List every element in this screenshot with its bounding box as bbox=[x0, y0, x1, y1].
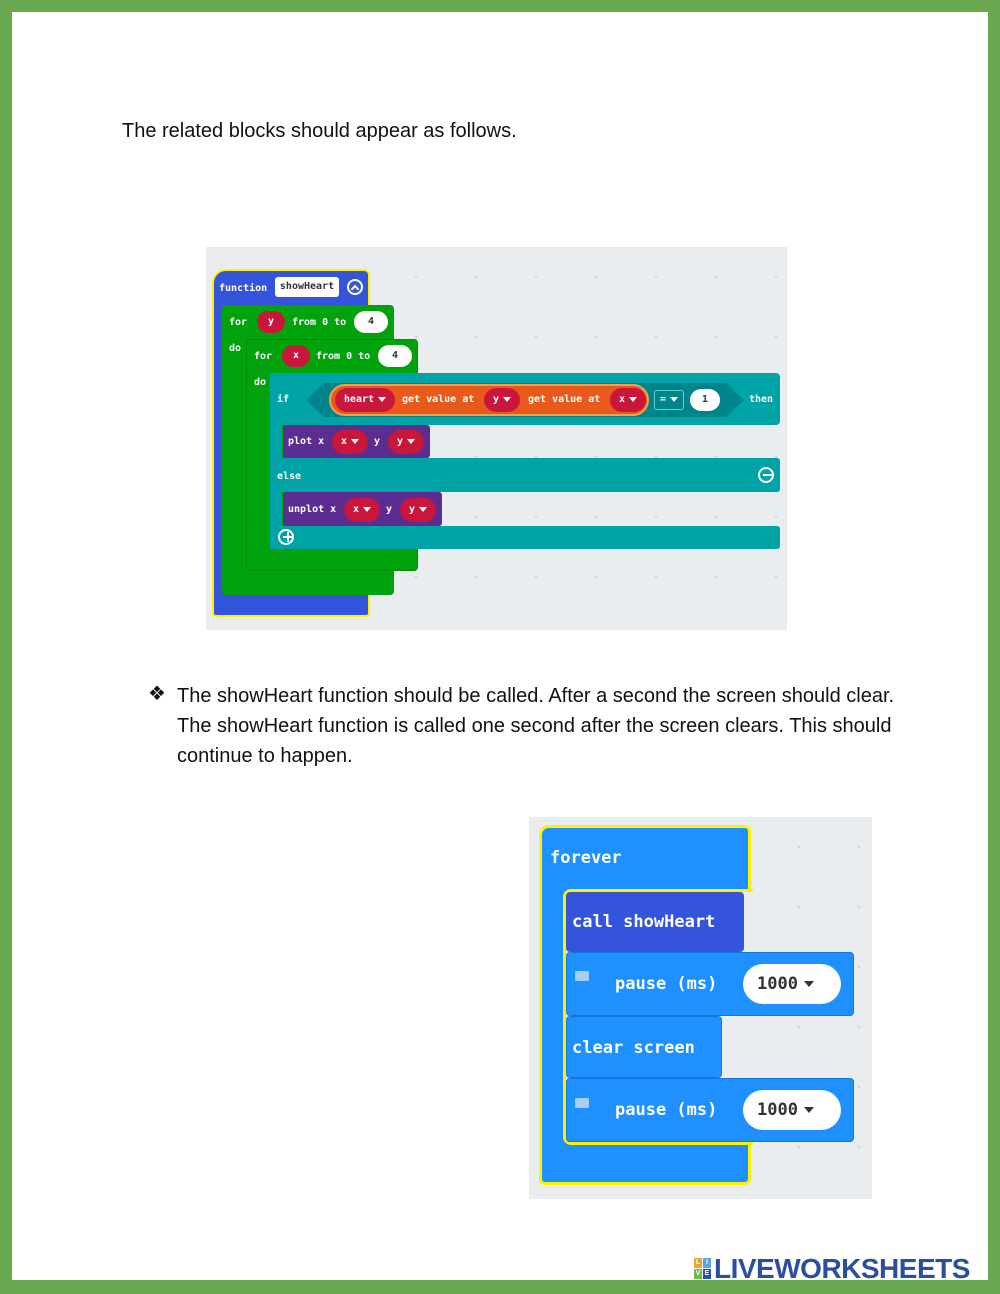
comment-icon[interactable] bbox=[575, 971, 589, 981]
outer-loop-var-y[interactable]: y bbox=[257, 311, 285, 333]
pause-2-label: pause (ms) bbox=[615, 1100, 718, 1120]
then-keyword: then bbox=[749, 394, 774, 405]
operator-dropdown[interactable] bbox=[654, 390, 684, 410]
inner-limit-value[interactable]: 4 bbox=[378, 345, 412, 367]
unplot-x-pill[interactable] bbox=[344, 498, 380, 522]
dropdown-arrow-icon bbox=[804, 1107, 814, 1113]
dropdown-arrow-icon bbox=[419, 507, 427, 512]
outer-do-keyword: do bbox=[229, 343, 242, 354]
col-index-pill-x[interactable] bbox=[610, 388, 646, 412]
inner-from-label: from 0 to bbox=[316, 351, 371, 362]
outer-for-keyword: for bbox=[229, 317, 248, 328]
heart-variable-label: heart bbox=[343, 394, 375, 405]
plot-x-label: x bbox=[340, 436, 348, 447]
add-icon-v bbox=[287, 532, 289, 542]
unplot-label: unplot x bbox=[288, 504, 337, 515]
logo-mark-icon bbox=[694, 1258, 712, 1280]
else-block bbox=[270, 458, 780, 492]
dropdown-arrow-icon bbox=[363, 507, 371, 512]
unplot-y-value: y bbox=[408, 504, 416, 515]
pause-1-value: 1000 bbox=[757, 974, 798, 994]
dropdown-arrow-icon bbox=[407, 439, 415, 444]
bullet-icon: ❖ bbox=[148, 683, 166, 705]
function-blocks-screenshot bbox=[206, 247, 787, 630]
clear-screen-label: clear screen bbox=[572, 1038, 695, 1058]
plot-y-pill[interactable] bbox=[388, 430, 424, 454]
else-keyword: else bbox=[277, 471, 302, 482]
pause-1-label: pause (ms) bbox=[615, 974, 718, 994]
logo-mark-letter: L bbox=[695, 1259, 701, 1266]
plot-label: plot x bbox=[288, 436, 325, 447]
remove-else-icon-bar bbox=[763, 474, 773, 476]
heart-variable-pill[interactable] bbox=[335, 388, 395, 412]
call-showheart-label: call showHeart bbox=[572, 912, 716, 932]
plot-y-label: y bbox=[374, 436, 381, 447]
logo-mark-letter: V bbox=[695, 1270, 701, 1277]
pause-1-value-dropdown[interactable] bbox=[743, 964, 841, 1004]
unplot-y-label: y bbox=[386, 504, 393, 515]
instruction-text: The showHeart function should be called. After a second the screen should clear. The showHeart function is called one second after the screen clears. This should continue to happen. bbox=[177, 685, 895, 767]
get-value-at-label-1: get value at bbox=[402, 394, 475, 405]
if-keyword: if bbox=[277, 394, 290, 405]
inner-for-keyword: for bbox=[254, 351, 273, 362]
dropdown-arrow-icon bbox=[670, 397, 678, 402]
forever-blocks-screenshot bbox=[529, 817, 872, 1199]
pause-2-value-dropdown[interactable] bbox=[743, 1090, 841, 1130]
dropdown-arrow-icon bbox=[503, 397, 511, 402]
if-footer-block bbox=[270, 526, 780, 549]
unplot-x-label: x bbox=[352, 504, 360, 515]
col-index-label: x bbox=[618, 394, 626, 405]
intro-text: The related blocks should appear as follows. bbox=[122, 120, 517, 142]
pause-2-value: 1000 bbox=[757, 1100, 798, 1120]
logo-mark-letter: I bbox=[703, 1258, 711, 1268]
operator-label: = bbox=[659, 394, 667, 405]
outer-from-label: from 0 to bbox=[292, 317, 347, 328]
function-name-field[interactable]: showHeart bbox=[275, 277, 339, 297]
row-index-pill-y[interactable] bbox=[484, 388, 520, 412]
get-value-at-label-2: get value at bbox=[528, 394, 601, 405]
logo-mark-letter: E bbox=[704, 1270, 710, 1277]
comment-icon[interactable] bbox=[575, 1098, 589, 1108]
dropdown-arrow-icon bbox=[629, 397, 637, 402]
row-index-label: y bbox=[492, 394, 500, 405]
function-keyword: function bbox=[219, 283, 268, 294]
logo-text: LIVEWORKSHEETS bbox=[714, 1253, 970, 1284]
liveworksheets-logo bbox=[694, 1254, 990, 1284]
plot-x-pill[interactable] bbox=[332, 430, 368, 454]
plot-y-value: y bbox=[396, 436, 404, 447]
outer-limit-value[interactable]: 4 bbox=[354, 311, 388, 333]
compare-value[interactable]: 1 bbox=[690, 389, 720, 411]
dropdown-arrow-icon bbox=[804, 981, 814, 987]
dropdown-arrow-icon bbox=[378, 397, 386, 402]
forever-label: forever bbox=[550, 848, 622, 868]
inner-do-keyword: do bbox=[254, 377, 267, 388]
inner-loop-var-x[interactable]: x bbox=[282, 345, 310, 367]
unplot-y-pill[interactable] bbox=[400, 498, 436, 522]
dropdown-arrow-icon bbox=[351, 439, 359, 444]
